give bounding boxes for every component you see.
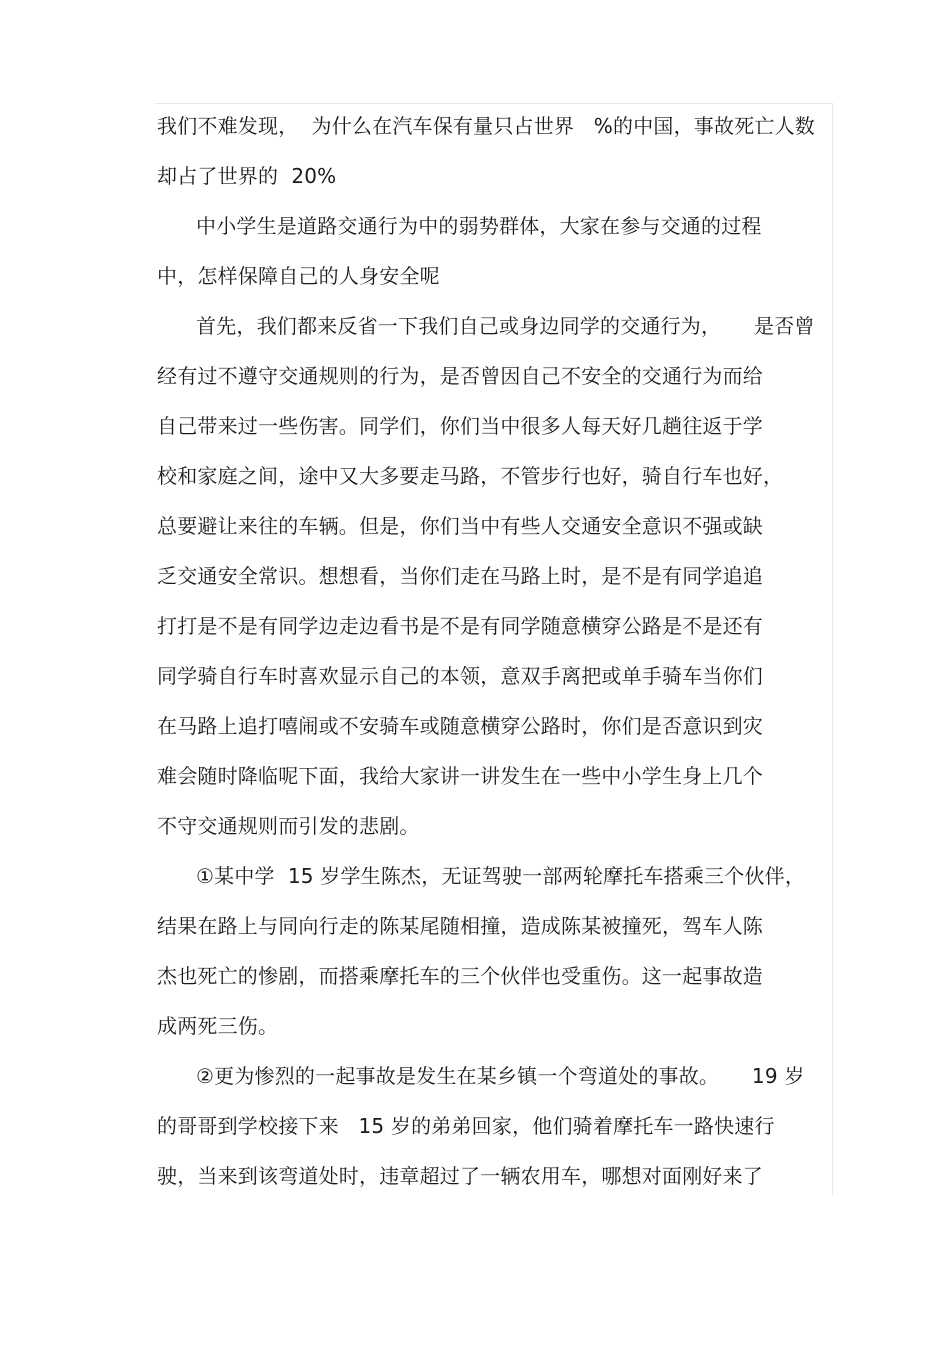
text-line-18: 杰也死亡的惨剧，而搭乘摩托车的三个伙伴也受重伤。这一起事故造	[157, 964, 763, 988]
text-line-5: 首先，我们都来反省一下我们自己或身边同学的交通行为， 是否曾	[196, 314, 815, 338]
text-line-21: 的哥哥到学校接下来 15 岁的弟弟回家，他们骑着摩托车一路快速行	[157, 1114, 775, 1138]
text-line-14: 难会随时降临呢下面，我给大家讲一讲发生在一些中小学生身上几个	[157, 764, 763, 788]
text-line-1: 我们不难发现， 为什么在汽车保有量只占世界 %的中国，事故死亡人数	[157, 114, 815, 138]
text-line-2: 却占了世界的 20%	[157, 164, 337, 188]
text-line-3: 中小学生是道路交通行为中的弱势群体，大家在参与交通的过程	[196, 214, 762, 238]
text-line-7: 自己带来过一些伤害。同学们，你们当中很多人每天好几趟往返于学	[157, 414, 763, 438]
text-line-4: 中，怎样保障自己的人身安全呢	[157, 264, 440, 288]
text-line-11: 打打是不是有同学边走边看书是不是有同学随意横穿公路是不是还有	[157, 614, 763, 638]
text-line-12: 同学骑自行车时喜欢显示自己的本领，意双手离把或单手骑车当你们	[157, 664, 763, 688]
text-line-15: 不守交通规则而引发的悲剧。	[157, 814, 420, 838]
text-line-8: 校和家庭之间，途中又大多要走马路，不管步行也好，骑自行车也好，	[157, 464, 784, 488]
page-border-right	[832, 103, 833, 1195]
text-line-17: 结果在路上与同向行走的陈某尾随相撞，造成陈某被撞死，驾车人陈	[157, 914, 763, 938]
page-border-top	[155, 103, 833, 104]
text-line-22: 驶，当来到该弯道处时，违章超过了一辆农用车，哪想对面刚好来了	[157, 1164, 763, 1188]
text-line-13: 在马路上追打嘻闹或不安骑车或随意横穿公路时，你们是否意识到灾	[157, 714, 763, 738]
text-line-19: 成两死三伤。	[157, 1014, 279, 1038]
text-line-10: 乏交通安全常识。想想看，当你们走在马路上时，是不是有同学追追	[157, 564, 763, 588]
text-line-20: ②更为惨烈的一起事故是发生在某乡镇一个弯道处的事故。 19 岁	[196, 1064, 805, 1088]
text-line-9: 总要避让来往的车辆。但是，你们当中有些人交通安全意识不强或缺	[157, 514, 763, 538]
text-line-16: ①某中学 15 岁学生陈杰，无证驾驶一部两轮摩托车搭乘三个伙伴，	[196, 864, 806, 888]
text-line-6: 经有过不遵守交通规则的行为，是否曾因自己不安全的交通行为而给	[157, 364, 763, 388]
